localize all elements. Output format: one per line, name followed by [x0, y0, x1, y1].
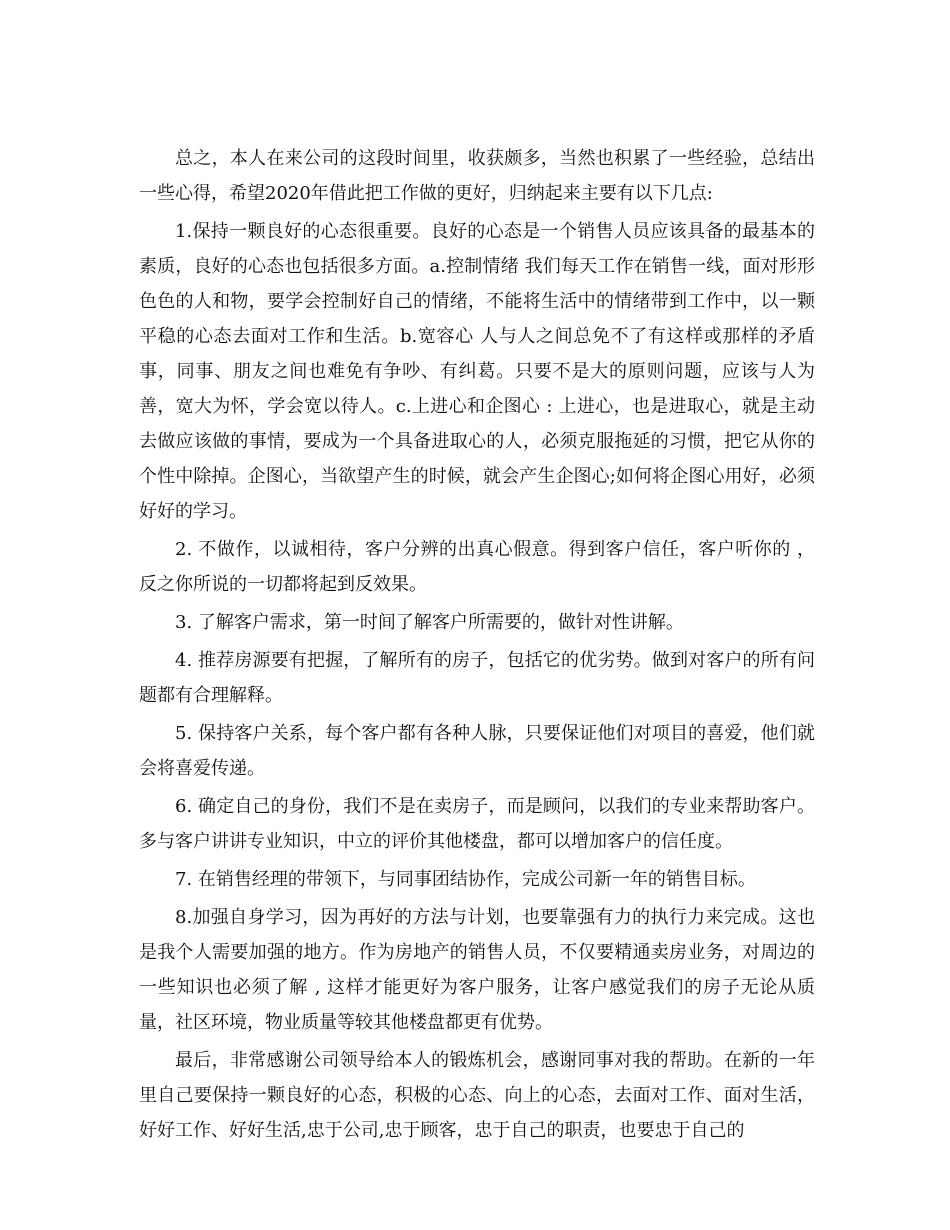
paragraph-point-8: 8.加强自身学习，因为再好的方法与计划，也要靠强有力的执行力来完成。这也是我个人需要加强的地方。作为房地产的销售人员，不仅要精通卖房业务，对周边的一些知识也必须了解 , 这样才能更好为客户服务，让客户感觉我们的房子无论从质量，社区环境，物业质量等较其他楼盘都更有优势。	[139, 907, 815, 1033]
paragraph-point-7: 7. 在销售经理的带领下，与同事团结协作，完成公司新一年的销售目标。	[175, 869, 756, 890]
paragraph-point-1: 1.保持一颗良好的心态很重要。良好的心态是一个销售人员应该具备的最基本的素质，良好的心态也包括很多方面。a.控制情绪 我们每天工作在销售一线，面对形形色色的人和物，要学会控制好自己的情绪，不能将生活中的情绪带到工作中，以一颗平稳的心态去面对工作和生活。b.宽容心 人与人之间总免不了有这样或那样的矛盾事，同事、朋友之间也难免有争吵、有纠葛。只要不是大的原则问题，应该与人为善，宽大为怀，学会宽以待人。c.上进心和企图心 : 上进心，也是进取心，就是主动去做应该做的事情，要成为一个具备进取心的人，必须克服拖延的习惯，把它从你的个性中除掉。企图心，当欲望产生的时候，就会产生企图心;如何将企图心用好，必须好好的学习。	[139, 221, 815, 522]
paragraph-point-2: 2. 不做作，以诚相待，客户分辨的出真心假意。得到客户信任，客户听你的 ，反之你所说的一切都将起到反效果。	[139, 539, 815, 595]
paragraph-point-6: 6. 确定自己的身份，我们不是在卖房子，而是顾问，以我们的专业来帮助客户。多与客户讲讲专业知识，中立的评价其他楼盘，都可以增加客户的信任度。	[139, 796, 815, 852]
document-body	[139, 141, 815, 1151]
paragraph-point-4: 4. 推荐房源要有把握，了解所有的房子，包括它的优劣势。做到对客户的所有问题都有合理解释。	[139, 650, 815, 706]
paragraph-point-5: 5. 保持客户关系，每个客户都有各种人脉，只要保证他们对项目的喜爱，他们就会将喜爱传递。	[139, 723, 815, 779]
paragraph-intro: 总之，本人在来公司的这段时间里，收获颇多，当然也积累了一些经验，总结出一些心得，希望2020年借此把工作做的更好，归纳起来主要有以下几点:	[139, 148, 815, 204]
paragraph-point-3: 3. 了解客户需求，第一时间了解客户所需要的，做针对性讲解。	[175, 612, 684, 633]
paragraph-closing: 最后，非常感谢公司领导给本人的锻炼机会，感谢同事对我的帮助。在新的一年里自己要保持一颗良好的心态，积极的心态、向上的心态，去面对工作、面对生活，好好工作、好好生活,忠于公司,忠于顾客，忠于自己的职责，也要忠于自己的	[139, 1050, 815, 1141]
